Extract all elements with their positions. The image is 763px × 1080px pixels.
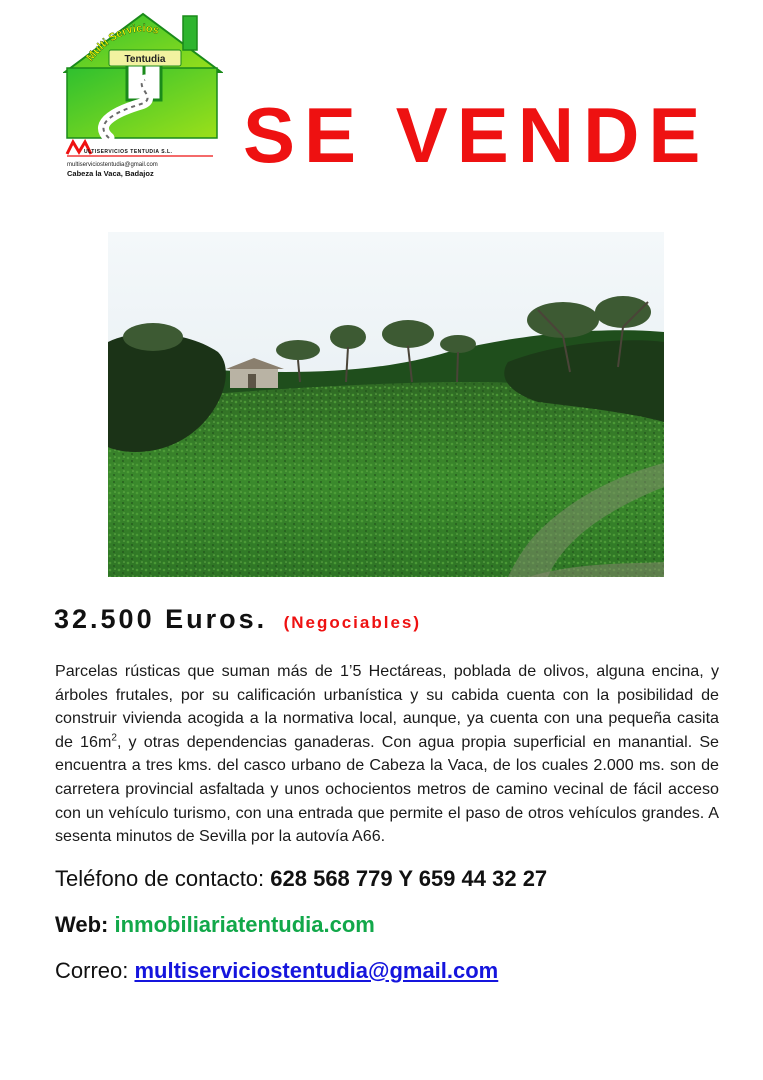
- price-note: (Negociables): [283, 613, 422, 632]
- logo-email: multiserviciostentudia@gmail.com: [67, 162, 158, 168]
- phone-label: Teléfono de contacto:: [55, 866, 271, 891]
- phone-number: 628 568 779 Y 659 44 32 27: [270, 866, 548, 891]
- logo-company-name: ULTISERVICIOS TENTUDIA S.L.: [84, 149, 173, 155]
- web-link[interactable]: inmobiliariatentudia.com: [114, 912, 375, 937]
- phone-line: [55, 866, 547, 892]
- logo-arc-text: Multi Servicios: [84, 22, 161, 64]
- web-label: Web:: [55, 912, 115, 937]
- web-line: [55, 912, 375, 938]
- description-superscript: 2: [111, 732, 117, 744]
- price-line: [54, 604, 421, 635]
- description-text-2: , y otras dependencias ganaderas. Con agua propia superficial en manantial. Se encuentra a tres kms. del casco urbano de Cabeza la Vaca, de los cuales 2.000 ms. son de carretera provincial asfaltada y unos ochocientos metros de camino vecinal de fácil acceso con un vehículo turismo, con una entrada que permite el paso de otros vehículos grandes. A sesenta minutos de Sevilla por la autovía A66.: [55, 732, 720, 846]
- email-link[interactable]: multiserviciostentudia@gmail.com: [134, 958, 499, 983]
- mail-label: Correo:: [55, 958, 135, 983]
- price-amount: 32.500 Euros.: [54, 604, 268, 634]
- mail-line: [55, 958, 498, 984]
- headline: SE VENDE: [243, 91, 710, 179]
- description-text-1: Parcelas rústicas que suman más de 1’5 Hectáreas, poblada de olivos, alguna encina, y árboles frutales, por su calificación urbanística y su cabida cuenta con la posibilidad de construir vivienda acogida a la normativa local, aunque, ya cuenta con una pequeña casita de 16m: [55, 662, 719, 751]
- property-photo: [108, 232, 664, 577]
- company-logo: [63, 10, 223, 178]
- logo-sign-text: Tentudia: [124, 54, 166, 65]
- logo-place: Cabeza la Vaca, Badajoz: [67, 169, 154, 178]
- property-description: [55, 660, 719, 849]
